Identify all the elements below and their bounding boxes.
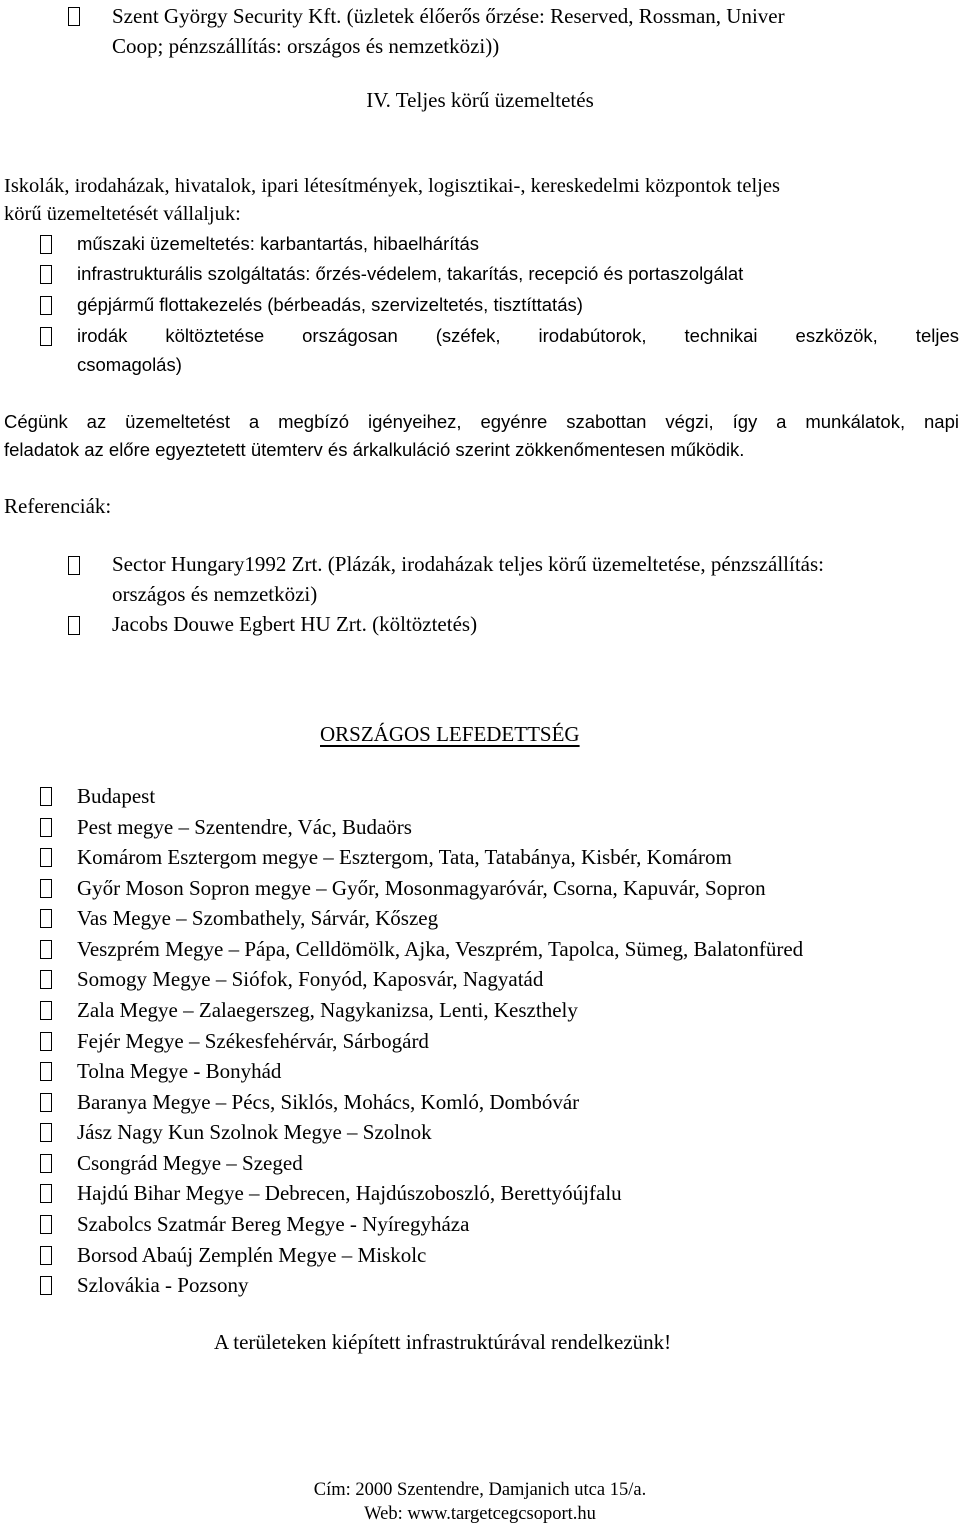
coverage-item: Csongrád Megye – Szeged — [77, 1151, 303, 1175]
coverage-closing: A területeken kiépített infrastruktúrával rendelkezünk! — [214, 1330, 672, 1354]
bullet-placeholder-icon — [40, 940, 52, 959]
bullet-placeholder-icon — [68, 616, 80, 635]
service-item-continuation: csomagolás) — [77, 354, 182, 375]
paragraph-text: feladatok az előre egyeztetett ütemterv és árkalkuláció szerint zökkenőmentesen működik. — [4, 439, 745, 460]
coverage-item: Budapest — [77, 784, 156, 808]
bullet-placeholder-icon — [40, 848, 52, 867]
service-item: irodák költöztetése országosan (széfek, irodabútorok, technikai eszközök, teljes — [77, 325, 959, 346]
bullet-placeholder-icon — [40, 970, 52, 989]
coverage-item: Borsod Abaúj Zemplén Megye – Miskolc — [77, 1243, 427, 1267]
bullet-placeholder-icon — [68, 7, 80, 26]
bullet-placeholder-icon — [40, 265, 52, 284]
bullet-placeholder-icon — [40, 1184, 52, 1203]
reference-item: Jacobs Douwe Egbert HU Zrt. (költöztetés) — [112, 612, 478, 636]
service-item: műszaki üzemeltetés: karbantartás, hibaelhárítás — [77, 233, 480, 254]
bullet-placeholder-icon — [40, 818, 52, 837]
bullet-placeholder-icon — [40, 1215, 52, 1234]
bullet-placeholder-icon — [40, 787, 52, 806]
bullet-placeholder-icon — [40, 1154, 52, 1173]
bullet-placeholder-icon — [40, 296, 52, 315]
coverage-item: Baranya Megye – Pécs, Siklós, Mohács, Komló, Dombóvár — [77, 1090, 580, 1114]
bullet-placeholder-icon — [40, 1276, 52, 1295]
bullet-placeholder-icon — [40, 1062, 52, 1081]
bullet-placeholder-icon — [40, 1093, 52, 1112]
top-reference-line: Coop; pénzszállítás: országos és nemzetközi)) — [112, 34, 500, 58]
coverage-item: Tolna Megye - Bonyhád — [77, 1059, 282, 1083]
bullet-placeholder-icon — [40, 1032, 52, 1051]
coverage-item: Somogy Megye – Siófok, Fonyód, Kaposvár, Nagyatád — [77, 967, 544, 991]
coverage-item: Veszprém Megye – Pápa, Celldömölk, Ajka, Veszprém, Tapolca, Sümeg, Balatonfüred — [77, 937, 804, 961]
intro-text: körű üzemeltetését vállaljuk: — [4, 203, 241, 225]
references-heading: Referenciák: — [4, 494, 112, 518]
coverage-item: Fejér Megye – Székesfehérvár, Sárbogárd — [77, 1029, 429, 1053]
coverage-item: Zala Megye – Zalaegerszeg, Nagykanizsa, Lenti, Keszthely — [77, 998, 578, 1022]
bullet-placeholder-icon — [68, 556, 80, 575]
bullet-placeholder-icon — [40, 1123, 52, 1142]
bullet-placeholder-icon — [40, 1001, 52, 1020]
coverage-item: Komárom Esztergom megye – Esztergom, Tata, Tatabánya, Kisbér, Komárom — [77, 845, 732, 869]
coverage-item: Szlovákia - Pozsony — [77, 1273, 249, 1297]
reference-item: Sector Hungary1992 Zrt. (Plázák, irodaházak teljes körű üzemeltetése, pénzszállítás: — [112, 552, 824, 576]
coverage-item: Jász Nagy Kun Szolnok Megye – Szolnok — [77, 1120, 432, 1144]
bullet-placeholder-icon — [40, 909, 52, 928]
footer-address: Cím: 2000 Szentendre, Damjanich utca 15/a. — [313, 1480, 647, 1500]
paragraph-text: Cégünk az üzemeltetést a megbízó igényeihez, egyénre szabottan végzi, így a munkálatok, napi — [4, 411, 959, 432]
bullet-placeholder-icon — [40, 235, 52, 254]
footer-web: Web: www.targetcegcsoport.hu — [364, 1504, 596, 1524]
coverage-item: Hajdú Bihar Megye – Debrecen, Hajdúszoboszló, Berettyóújfalu — [77, 1181, 622, 1205]
bullet-placeholder-icon — [40, 327, 52, 346]
reference-item-continuation: országos és nemzetközi) — [112, 582, 318, 606]
coverage-item: Győr Moson Sopron megye – Győr, Mosonmagyaróvár, Csorna, Kapuvár, Sopron — [77, 876, 766, 900]
top-reference-line: Szent György Security Kft. (üzletek élőerős őrzése: Reserved, Rossman, Univer — [112, 4, 785, 28]
bullet-placeholder-icon — [40, 1246, 52, 1265]
coverage-item: Pest megye – Szentendre, Vác, Budaörs — [77, 815, 412, 839]
intro-text: Iskolák, irodaházak, hivatalok, ipari létesítmények, logisztikai-, kereskedelmi központok teljes — [4, 175, 780, 197]
section-title: IV. Teljes körű üzemeltetés — [366, 88, 594, 112]
service-item: infrastrukturális szolgáltatás: őrzés-védelem, takarítás, recepció és portaszolgálat — [77, 263, 744, 284]
coverage-title: ORSZÁGOS LEFEDETTSÉG — [320, 722, 580, 746]
coverage-item: Vas Megye – Szombathely, Sárvár, Kőszeg — [77, 906, 439, 930]
service-item: gépjármű flottakezelés (bérbeadás, szervizeltetés, tisztíttatás) — [77, 294, 583, 315]
coverage-item: Szabolcs Szatmár Bereg Megye - Nyíregyháza — [77, 1212, 470, 1236]
bullet-placeholder-icon — [40, 879, 52, 898]
